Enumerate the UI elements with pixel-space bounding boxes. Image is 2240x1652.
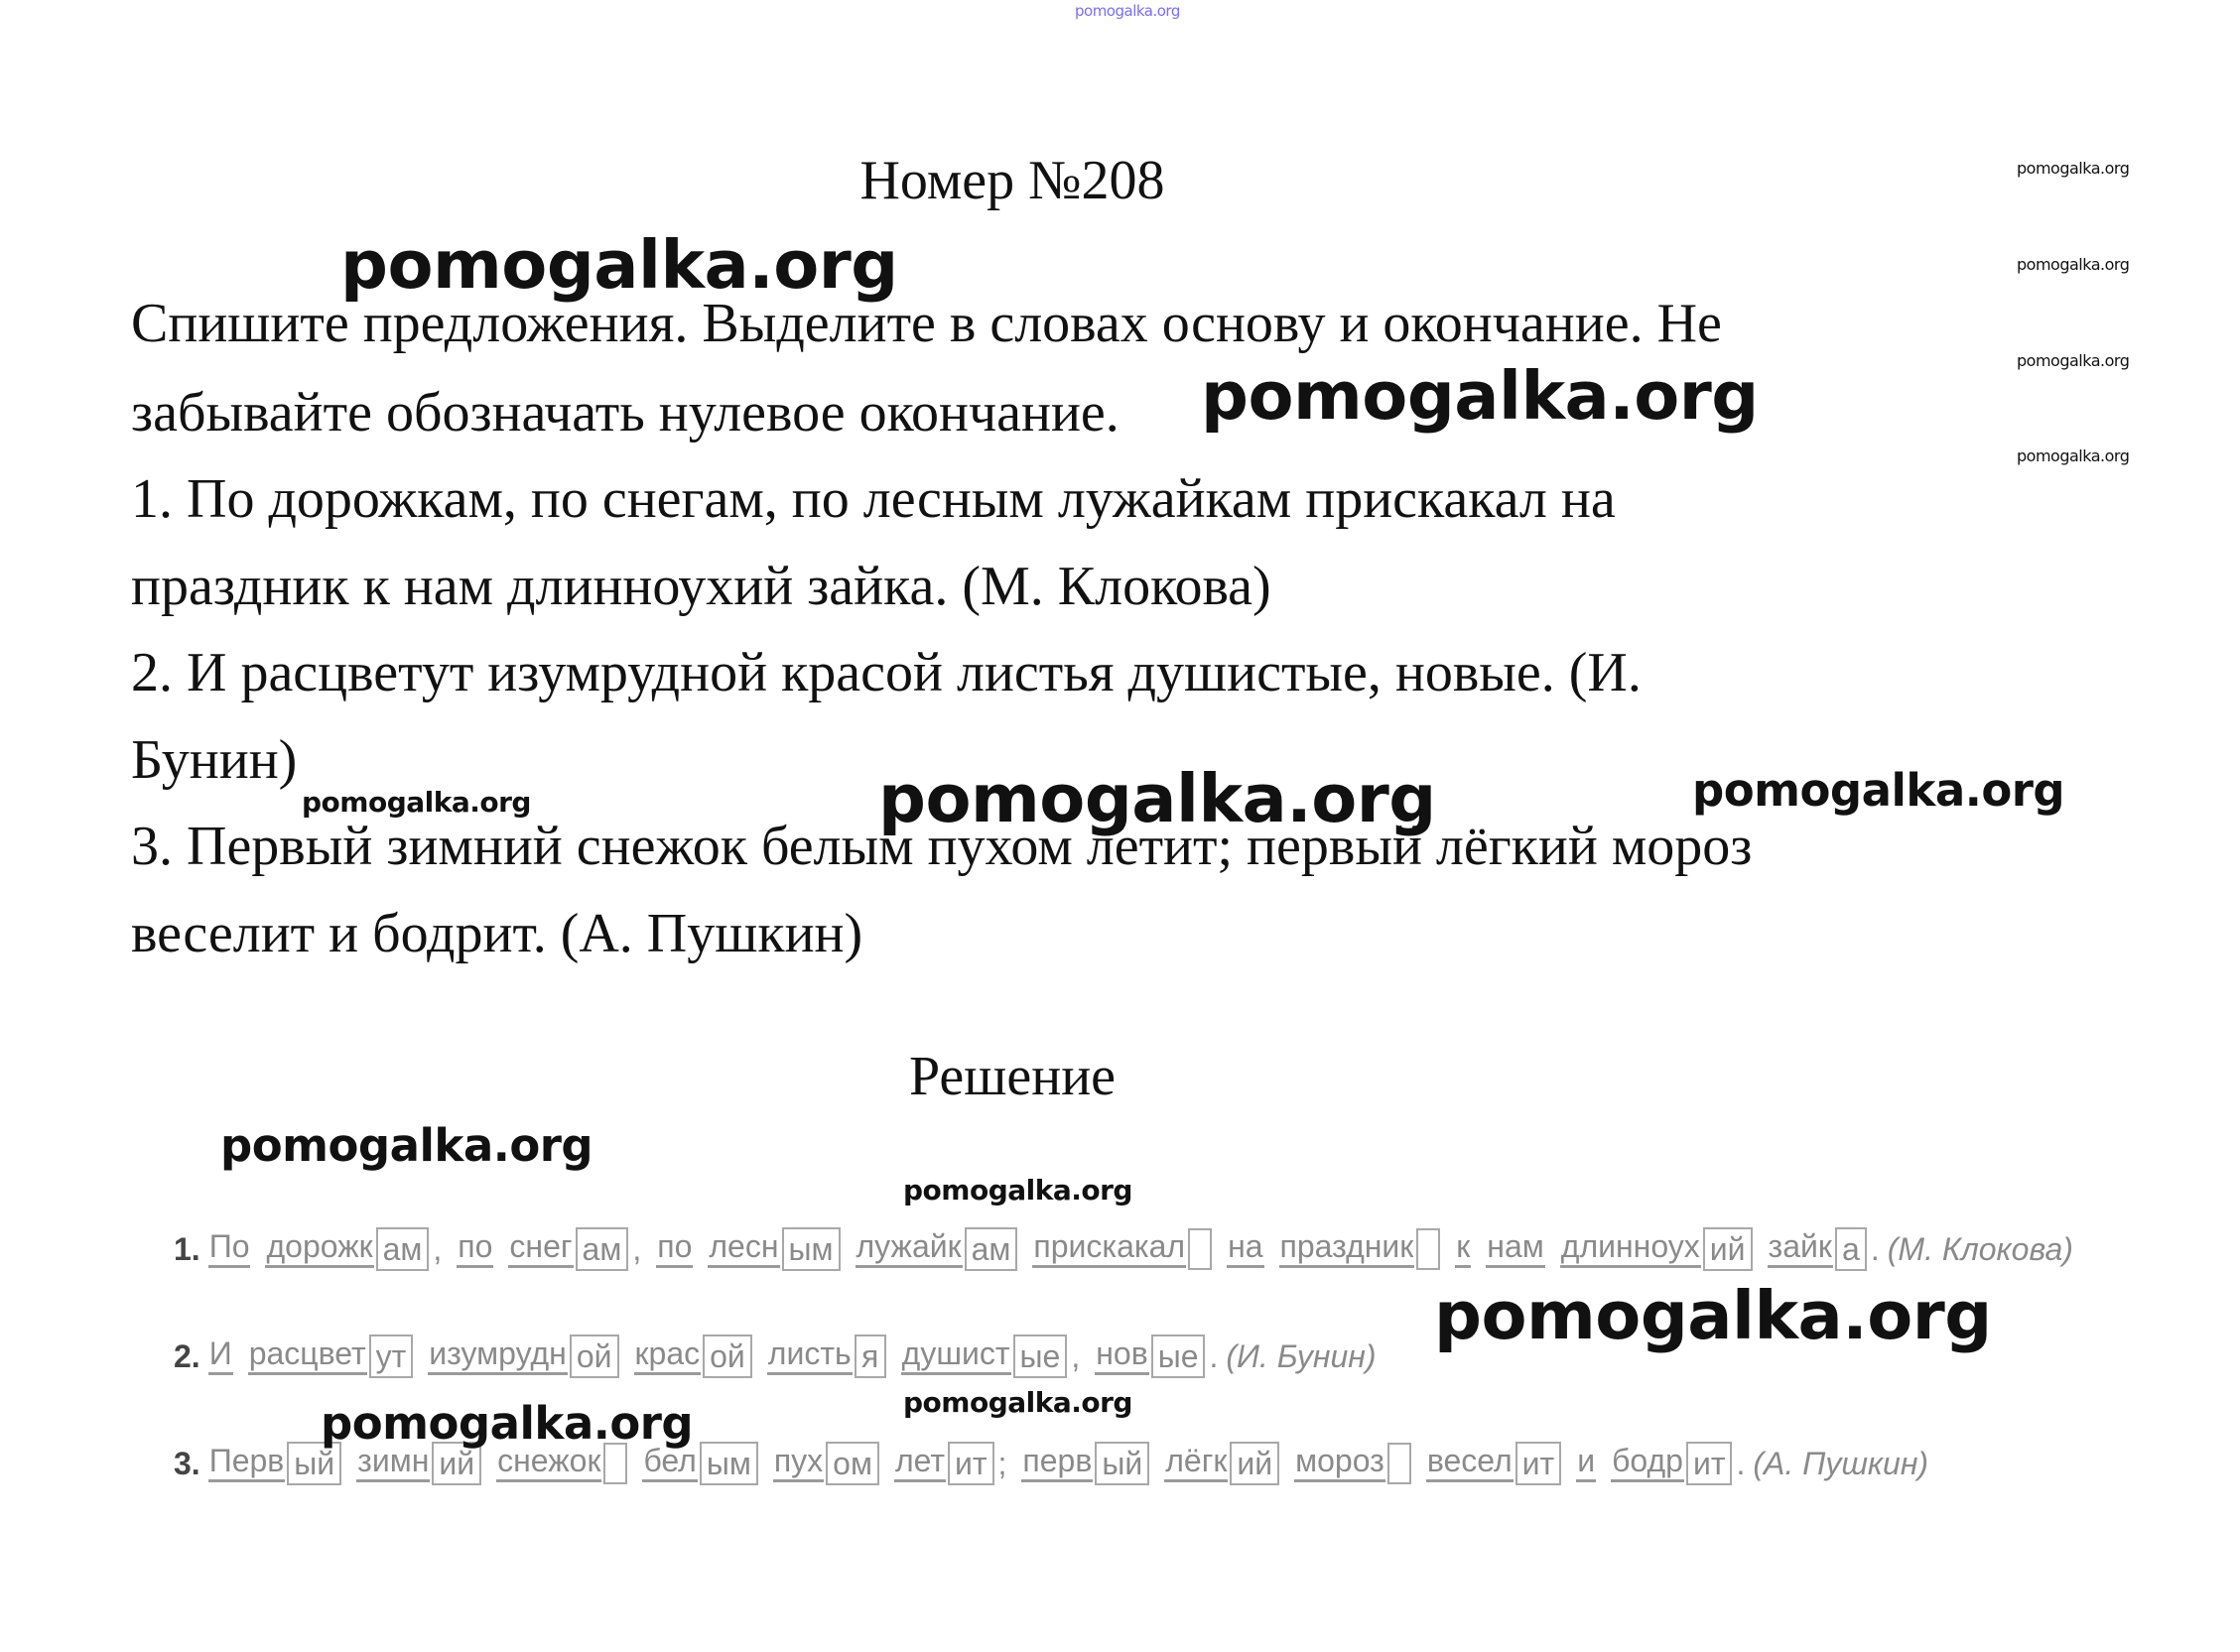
row-number: 1. <box>174 1230 200 1267</box>
zero-ending-box <box>1416 1228 1440 1270</box>
author-attribution: (М. Клокова) <box>1887 1230 2073 1267</box>
solution-row-1 <box>174 1214 2073 1284</box>
sentence-1-line: 1. По дорожкам, по снегам, по лесным лужайкам прискакал на <box>131 468 1616 530</box>
word-ending: ут <box>369 1334 414 1378</box>
word-stem: По <box>208 1230 251 1268</box>
word-stem: лесн <box>708 1230 779 1268</box>
punctuation: , <box>632 1230 642 1267</box>
word-stem: весел <box>1426 1445 1514 1482</box>
watermark: pomogalka.org <box>903 1386 1132 1419</box>
author-attribution: (А. Пушкин) <box>1753 1445 1929 1481</box>
punctuation: ; <box>997 1445 1007 1481</box>
word-ending: ит <box>948 1442 994 1485</box>
watermark: pomogalka.org <box>321 1397 694 1450</box>
punctuation: , <box>433 1230 443 1267</box>
parsed-word <box>265 1227 442 1271</box>
word-stem: праздник <box>1279 1230 1415 1268</box>
parsed-word <box>208 1337 233 1375</box>
parsed-word <box>1032 1228 1212 1270</box>
word-stem: бодр <box>1611 1445 1684 1482</box>
task-line: забывайте обозначать нулевое окончание. <box>131 382 1120 444</box>
watermark: pomogalka.org <box>2017 351 2130 370</box>
word-ending: ит <box>1515 1442 1562 1485</box>
word-ending: ой <box>703 1334 752 1378</box>
watermark: pomogalka.org <box>340 226 898 304</box>
parsed-word <box>208 1230 251 1268</box>
word-stem: нов <box>1095 1337 1148 1375</box>
parsed-word <box>901 1334 1081 1378</box>
word-ending: ий <box>1703 1227 1753 1271</box>
parsed-word <box>894 1442 1006 1485</box>
word-stem: и <box>1576 1445 1596 1482</box>
word-stem: лет <box>894 1445 946 1482</box>
word-ending: ый <box>1095 1442 1149 1485</box>
word-ending: ам <box>576 1227 629 1271</box>
word-stem: по <box>656 1230 693 1268</box>
word-stem: зайк <box>1768 1230 1833 1268</box>
sentence-3-line: 3. Первый зимний снежок белым пухом летит; первый лёгкий мороз <box>131 816 1753 877</box>
parsed-word <box>248 1334 414 1378</box>
word-stem: по <box>457 1230 493 1268</box>
zero-ending-box <box>1387 1443 1411 1484</box>
author-attribution: (И. Бунин) <box>1226 1337 1377 1374</box>
watermark: pomogalka.org <box>2017 446 2130 465</box>
word-ending: ые <box>1013 1334 1068 1378</box>
parsed-word <box>708 1227 840 1271</box>
watermark: pomogalka.org <box>220 1119 593 1172</box>
word-ending: ий <box>1230 1442 1279 1485</box>
word-ending: ые <box>1151 1334 1206 1378</box>
watermark: pomogalka.org <box>2017 159 2130 178</box>
word-stem: расцвет <box>248 1337 367 1375</box>
parsed-word <box>767 1334 886 1378</box>
parsed-word <box>1611 1442 1745 1485</box>
sentence-3-line: веселит и бодрит. (А. Пушкин) <box>131 903 863 964</box>
word-stem: лужайк <box>856 1230 963 1268</box>
word-stem: перв <box>1021 1445 1093 1482</box>
word-stem: листь <box>767 1337 853 1375</box>
parsed-word <box>428 1334 618 1378</box>
watermark: pomogalka.org <box>302 786 531 819</box>
word-stem: снег <box>508 1230 573 1268</box>
parsed-word <box>1164 1442 1279 1485</box>
word-stem: мороз <box>1294 1445 1385 1482</box>
top-watermark: pomogalka.org <box>1075 2 1180 20</box>
word-stem: пух <box>773 1445 824 1482</box>
parsed-word <box>1227 1230 1263 1268</box>
word-ending: ым <box>782 1227 841 1271</box>
parsed-word <box>856 1227 1018 1271</box>
parsed-word <box>773 1442 879 1485</box>
sentence-1-line: праздник к нам длинноухий зайка. (М. Клокова) <box>131 556 1271 617</box>
watermark: pomogalka.org <box>878 760 1436 837</box>
word-ending: ой <box>570 1334 619 1378</box>
word-stem: зимн <box>356 1445 430 1482</box>
parsed-word <box>1576 1445 1596 1482</box>
word-ending: ам <box>965 1227 1018 1271</box>
row-number: 2. <box>174 1337 200 1374</box>
parsed-word <box>1095 1334 1218 1378</box>
word-ending: я <box>855 1334 886 1378</box>
word-stem: Перв <box>208 1445 286 1482</box>
word-stem: снежок <box>496 1445 601 1482</box>
word-ending: ит <box>1686 1442 1733 1485</box>
word-ending: ом <box>826 1442 879 1485</box>
word-stem: к <box>1455 1230 1471 1268</box>
watermark: pomogalka.org <box>1434 1277 1992 1354</box>
word-stem: душист <box>901 1337 1011 1375</box>
zero-ending-box <box>1188 1228 1212 1270</box>
sentence-2-line: 2. И расцветут изумрудной красой листья душистые, новые. (И. <box>131 642 1642 703</box>
parsed-word <box>457 1230 493 1268</box>
parsed-word <box>634 1334 752 1378</box>
punctuation: . <box>1870 1230 1880 1267</box>
watermark: pomogalka.org <box>1201 357 1759 435</box>
word-ending: ий <box>432 1442 481 1485</box>
page-title: Номер №208 <box>859 150 1165 211</box>
parsed-word <box>656 1230 693 1268</box>
task-line: Спишите предложения. Выделите в словах основу и окончание. Не <box>131 293 1722 354</box>
word-stem: дорожк <box>265 1230 373 1268</box>
row-number: 3. <box>174 1445 200 1481</box>
word-stem: на <box>1227 1230 1263 1268</box>
parsed-word <box>1021 1442 1149 1485</box>
parsed-word <box>1768 1227 1880 1271</box>
word-stem: нам <box>1486 1230 1544 1268</box>
word-stem: лёгк <box>1164 1445 1228 1482</box>
punctuation: . <box>1209 1337 1219 1374</box>
word-ending: а <box>1835 1227 1867 1271</box>
parsed-word <box>1455 1230 1471 1268</box>
word-ending: ам <box>376 1227 430 1271</box>
watermark: pomogalka.org <box>1692 764 2065 817</box>
watermark: pomogalka.org <box>903 1174 1132 1207</box>
parsed-word <box>1486 1230 1544 1268</box>
word-ending: ый <box>287 1442 341 1485</box>
parsed-word <box>1279 1228 1441 1270</box>
parsed-word <box>1294 1443 1411 1484</box>
solution-row-2 <box>174 1322 1377 1391</box>
word-stem: крас <box>634 1337 702 1375</box>
parsed-word <box>1426 1442 1561 1485</box>
watermark: pomogalka.org <box>2017 255 2130 274</box>
word-stem: длинноух <box>1560 1230 1701 1268</box>
word-stem: И <box>208 1337 233 1375</box>
parsed-word <box>1560 1227 1753 1271</box>
solution-title: Решение <box>908 1046 1117 1107</box>
word-ending: ым <box>700 1442 758 1485</box>
punctuation: . <box>1736 1445 1746 1481</box>
word-stem: изумрудн <box>428 1337 568 1375</box>
word-stem: бел <box>642 1445 697 1482</box>
punctuation: , <box>1071 1337 1081 1374</box>
parsed-word <box>508 1227 641 1271</box>
sentence-2-line: Бунин) <box>131 729 298 791</box>
word-stem: прискакал <box>1032 1230 1186 1268</box>
